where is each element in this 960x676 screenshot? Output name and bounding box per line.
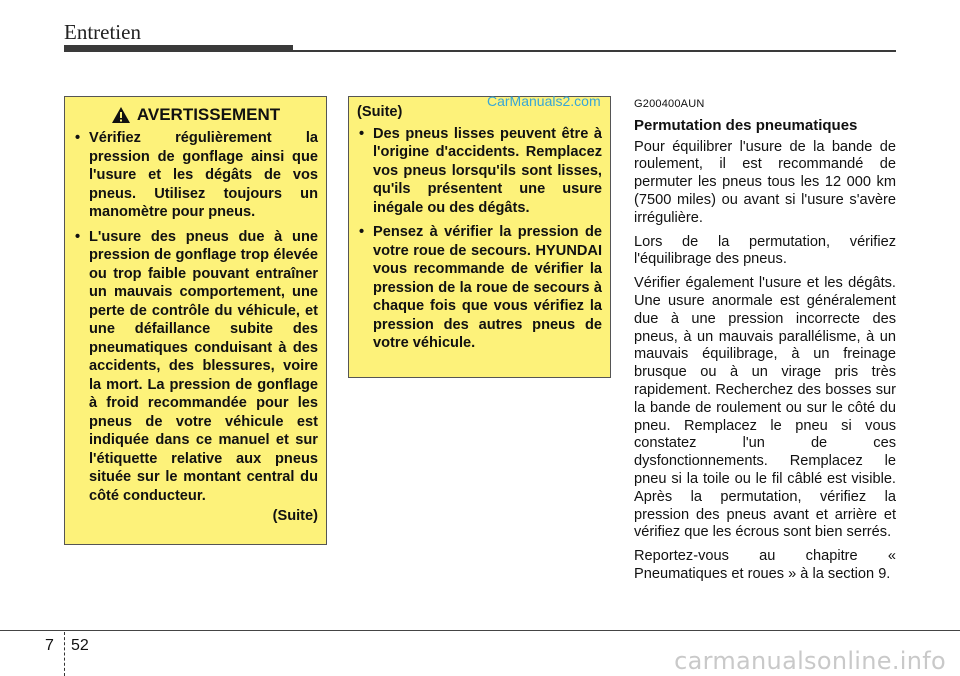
warning-list-2: [357, 125, 602, 353]
page-number: 52: [71, 637, 89, 654]
chapter-number: 7: [45, 637, 54, 654]
paragraph: Lors de la permutation, vérifiez l'équilibrage des pneus.: [634, 233, 896, 268]
section-code: G200400AUN: [634, 98, 705, 110]
continued-heading: (Suite): [357, 104, 403, 120]
header-rule-thin: [293, 50, 896, 52]
warning-box-1: [64, 96, 327, 545]
paragraph: Pour équilibrer l'usure de la bande de roulement, il est recommandé de permuter les pneus tous les 12 000 km (7500 miles) ou avant si l'usure s'avère irrégulière.: [634, 138, 896, 226]
paragraph: Reportez-vous au chapitre « Pneumatiques et roues » à la section 9.: [634, 548, 896, 582]
warning-item: • L'usure des pneus due à une pression de gonflage trop élevée ou trop faible pouvant entraîner un mauvais comportement, une perte de contrôle du véhicule, et une défaillance subite des pneumatiques conduisant à des accidents, des blessures, voire la mort. La pression de gonflage à froid recommandée pour les pneus de votre véhicule est indiquée dans ce manuel et sur l'étiquette relative aux pneus située sur le montant central du côté conducteur.: [73, 228, 318, 506]
warning-box-2: [348, 96, 611, 378]
warning-item: • Vérifiez régulièrement la pression de gonflage ainsi que l'usure et les dégâts de vos pneus. Utilisez toujours un manomètre pour pneus.: [73, 129, 318, 222]
warning-item: • Des pneus lisses peuvent être à l'origine d'accidents. Remplacez vos pneus lorsqu'ils sont lisses, qu'ils présentent une usure inégale ou des dégâts.: [357, 125, 602, 218]
warning-item: • Pensez à vérifier la pression de votre roue de secours. HYUNDAI vous recommande de vérifier la pression de la roue de secours à chaque fois que vous vérifiez la pression des autres pneus de votre véhicule.: [357, 223, 602, 353]
warning-triangle-icon: [111, 106, 131, 124]
header-rule-thick: [64, 45, 293, 52]
warning-title: AVERTISSEMENT: [136, 105, 281, 124]
tire-rotation-section: [634, 96, 896, 590]
section-title: Permutation des pneumatiques: [634, 116, 858, 134]
page-header-title: Entretien: [64, 20, 141, 44]
watermark-top: CarManuals2.com: [487, 93, 601, 109]
warning-list-1: [73, 129, 318, 505]
continued-label: (Suite): [272, 508, 318, 524]
footer-divider: [64, 632, 65, 676]
paragraph: Vérifier également l'usure et les dégâts. Une usure anormale est généralement due à une pression incorrecte des pneus, à un mauvais parallélisme, à un mauvais équilibrage, à un freinage brusque ou à un virage pris très rapidement. Recherchez des bosses sur la bande de roulement ou sur le côté du pneu. Remplacez le pneu si vous constatez l'un de ces dysfonctionnements. Remplacez le pneu si la toile ou le fil câblé est visible. Après la permutation, vérifiez la pression des pneus avant et arrière et vérifiez que les écrous sont bien serrés.: [634, 275, 896, 541]
warning-heading: [73, 105, 318, 125]
footer-watermark: carmanualsonline.info: [674, 647, 946, 675]
footer-rule: [0, 630, 960, 631]
